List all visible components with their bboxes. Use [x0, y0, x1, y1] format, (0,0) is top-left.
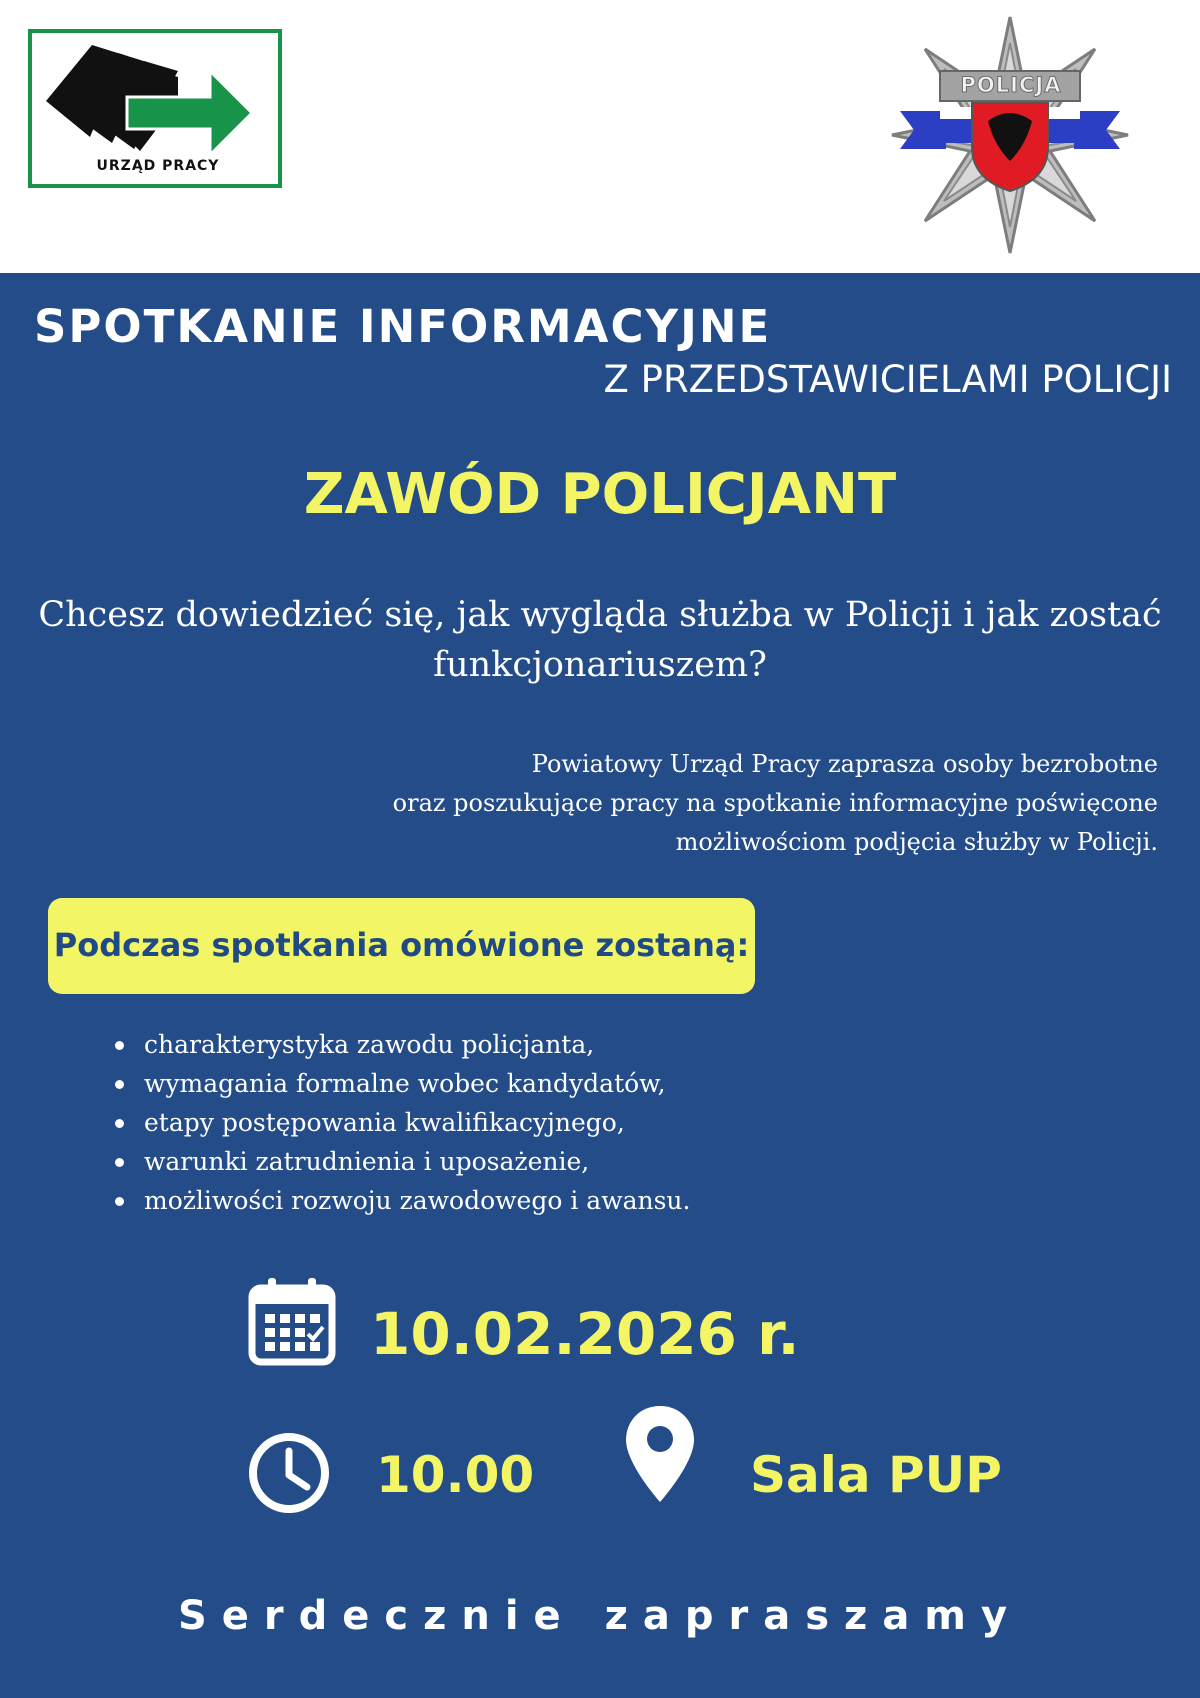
location-pin-icon [624, 1404, 696, 1504]
list-item [107, 1103, 690, 1142]
list-item-text: charakterystyka zawodu policjanta, [144, 1030, 595, 1059]
calendar-icon [248, 1278, 336, 1366]
event-place: Sala PUP [750, 1446, 1002, 1504]
bullet-icon [115, 1119, 124, 1128]
police-star-logo [888, 10, 1133, 260]
intro-line-1: Powiatowy Urząd Pracy zaprasza osoby bezrobotne [531, 750, 1158, 778]
intro-line-2: oraz poszukujące pracy na spotkanie informacyjne poświęcone [392, 789, 1158, 817]
intro-line-3: możliwościom podjęcia służby w Policji. [675, 828, 1158, 856]
list-item [107, 1064, 690, 1103]
urzad-pracy-logo [28, 29, 282, 188]
event-date: 10.02.2026 r. [370, 1300, 800, 1368]
page-title: SPOTKANIE INFORMACYJNE [34, 300, 772, 353]
question-line-1: Chcesz dowiedzieć się, jak wygląda służba w Policji i jak zostać [38, 595, 1162, 635]
topics-label: Podczas spotkania omówione zostaną: [53, 926, 750, 964]
question-text [0, 590, 1200, 690]
list-item-text: możliwości rozwoju zawodowego i awansu. [144, 1186, 691, 1215]
police-logo-text: POLICJA [960, 73, 1062, 97]
list-item-text: etapy postępowania kwalifikacyjnego, [144, 1108, 625, 1137]
headline: ZAWÓD POLICJANT [303, 462, 897, 527]
list-item [107, 1142, 690, 1181]
bullet-icon [115, 1158, 124, 1167]
clock-icon [247, 1431, 331, 1515]
topics-list [107, 1025, 690, 1220]
list-item-text: warunki zatrudnienia i uposażenie, [144, 1147, 590, 1176]
list-item [107, 1025, 690, 1064]
topics-label-box [48, 898, 755, 994]
page-subtitle: Z PRZEDSTAWICIELAMI POLICJI [603, 358, 1172, 401]
urzad-pracy-logo-text: URZĄD PRACY [96, 158, 220, 174]
bullet-icon [115, 1197, 124, 1206]
intro-text [258, 745, 1158, 862]
bullet-icon [115, 1080, 124, 1089]
list-item-text: wymagania formalne wobec kandydatów, [144, 1069, 666, 1098]
event-time: 10.00 [376, 1446, 535, 1504]
bullet-icon [115, 1041, 124, 1050]
header [0, 0, 1200, 273]
closing-text: Serdecznie zapraszamy [177, 1593, 1023, 1639]
question-line-2: funkcjonariuszem? [433, 645, 767, 685]
list-item [107, 1181, 690, 1220]
